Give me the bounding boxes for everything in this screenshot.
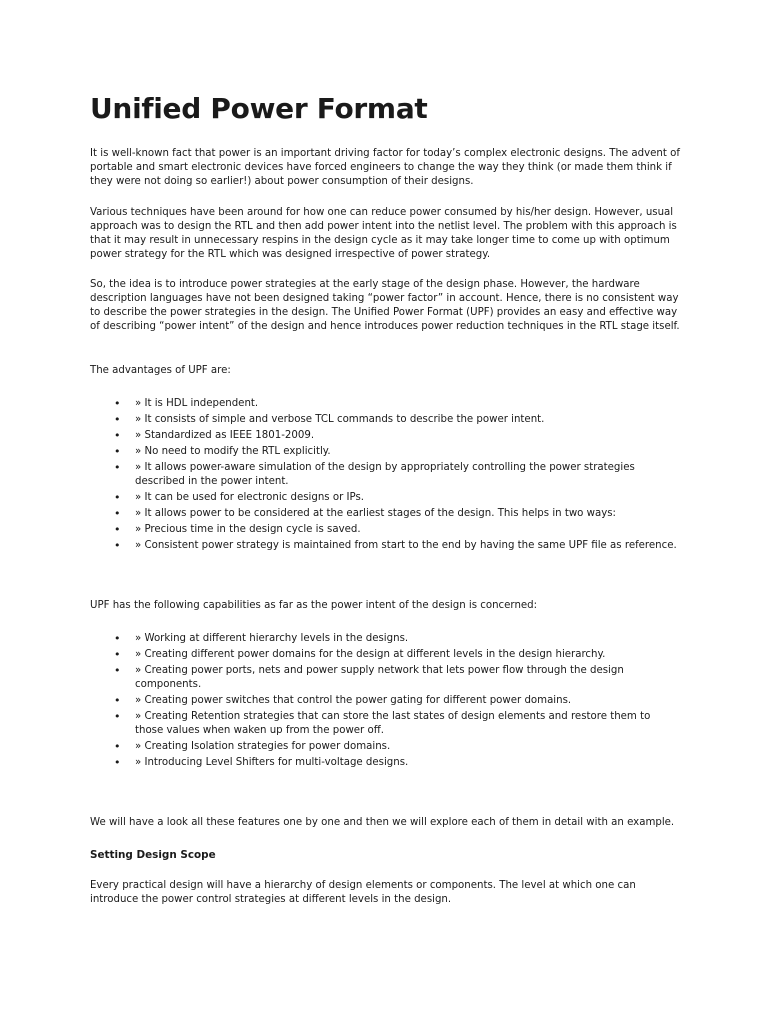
list-item: • » It consists of simple and verbose TCL commands to describe the power intent. bbox=[90, 413, 680, 427]
list-item: • » It is HDL independent. bbox=[90, 397, 680, 411]
idea-paragraph: So, the idea is to introduce power strategies at the early stage of the design phase. However, the hardware description languages have not been designed taking “power factor” in account. Hence, there is no consistent way to describe the power strategies in the design. The Unified Power Format (UPF) provides an easy and effective way of describing “power intent” of the design and hence introduces power reduction techniques in the RTL stage itself. bbox=[90, 279, 680, 332]
list-item: • » Creating power ports, nets and power supply network that lets power flow through the design components. bbox=[90, 664, 680, 692]
list-item: • » Consistent power strategy is maintained from start to the end by having the same UPF file as reference. bbox=[90, 539, 680, 553]
list-item: • » Introducing Level Shifters for multi-voltage designs. bbox=[90, 756, 680, 770]
list-item: • » It allows power to be considered at the earliest stages of the design. This helps in two ways: bbox=[90, 507, 680, 521]
list-item: • » It allows power-aware simulation of the design by appropriately controlling the power strategies described in the power intent. bbox=[90, 461, 680, 489]
section-heading: Setting Design Scope bbox=[90, 849, 216, 861]
features-paragraph: We will have a look all these features one by one and then we will explore each of them in detail with an example. bbox=[90, 817, 675, 828]
list-item: • » Creating Isolation strategies for power domains. bbox=[90, 740, 680, 754]
intro-paragraph: It is well-known fact that power is an important driving factor for today’s complex electronic designs. The advent of portable and smart electronic devices have forced engineers to change the way they think (or made them think if they were not doing so earlier!) about power consumption of their designs. bbox=[90, 148, 680, 187]
advantages-intro: The advantages of UPF are: bbox=[90, 365, 231, 376]
list-item: • » No need to modify the RTL explicitly. bbox=[90, 445, 680, 459]
list-item: • » It can be used for electronic designs or IPs. bbox=[90, 491, 680, 505]
list-item: • » Creating different power domains for the design at different levels in the design hierarchy. bbox=[90, 648, 680, 662]
advantages-list bbox=[90, 397, 680, 553]
page-title: Unified Power Format bbox=[90, 92, 428, 125]
scope-paragraph: Every practical design will have a hierarchy of design elements or components. The level at which one can introduce the power control strategies at different levels in the design. bbox=[90, 880, 636, 905]
techniques-paragraph: Various techniques have been around for how one can reduce power consumed by his/her design. However, usual approach was to design the RTL and then add power intent into the netlist level. The problem with this approach is that it may result in unnecessary respins in the design cycle as it may take longer time to come up with optimum power strategy for the RTL which was designed irrespective of power strategy. bbox=[90, 207, 677, 260]
list-item: • » Creating Retention strategies that can store the last states of design elements and restore them to those values when waken up from the power off. bbox=[90, 710, 680, 738]
capabilities-intro: UPF has the following capabilities as far as the power intent of the design is concerned: bbox=[90, 600, 538, 611]
list-item: • » Creating power switches that control the power gating for different power domains. bbox=[90, 694, 680, 708]
capabilities-list bbox=[90, 632, 680, 770]
list-item: • » Standardized as IEEE 1801-2009. bbox=[90, 429, 680, 443]
list-item: • » Precious time in the design cycle is saved. bbox=[90, 523, 680, 537]
list-item: • » Working at different hierarchy levels in the designs. bbox=[90, 632, 680, 646]
